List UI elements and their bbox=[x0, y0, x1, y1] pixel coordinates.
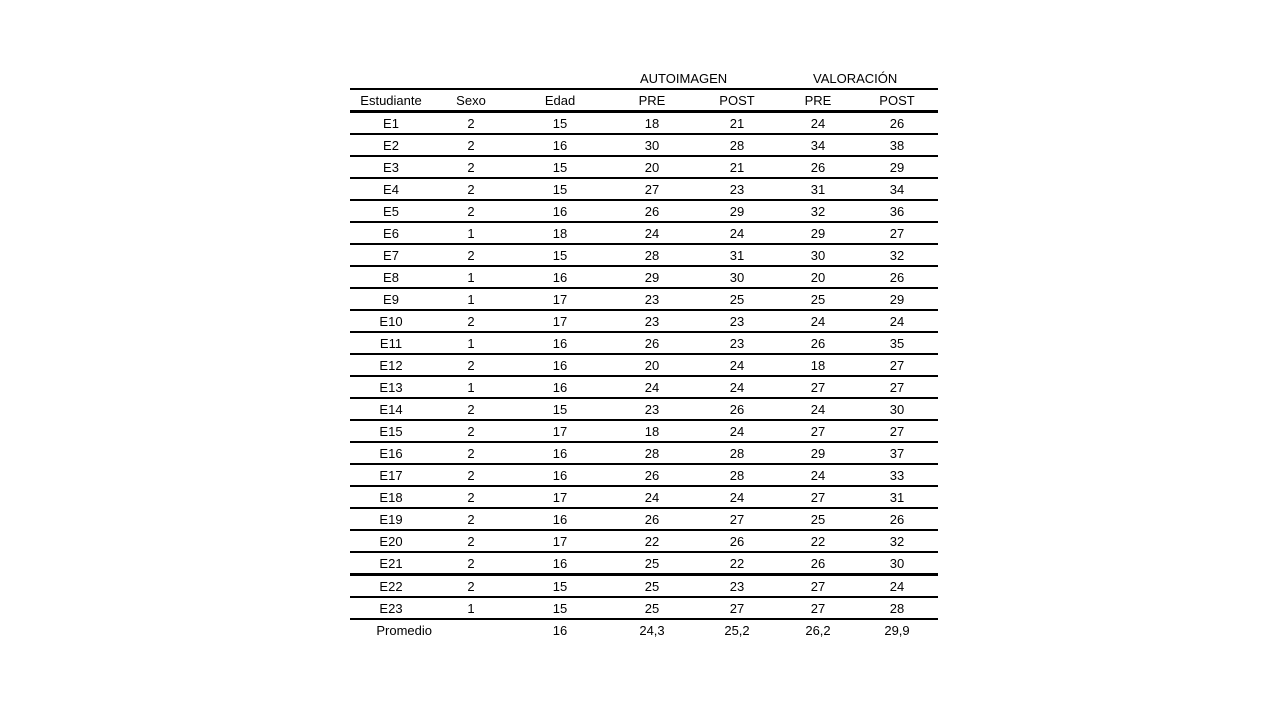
cell-valoracion-pre: 27 bbox=[810, 424, 826, 439]
cell-edad: 17 bbox=[552, 314, 568, 329]
cell-sexo: 1 bbox=[467, 380, 475, 395]
cell-autoimagen-pre: 23 bbox=[644, 402, 660, 417]
cell-edad: 15 bbox=[552, 579, 568, 594]
cell-estudiante: E14 bbox=[379, 402, 403, 417]
table-row bbox=[350, 443, 938, 465]
table-row bbox=[350, 245, 938, 267]
cell-valoracion-pre: 29 bbox=[810, 226, 826, 241]
cell-valoracion-post: 26 bbox=[889, 512, 905, 527]
cell-edad: 15 bbox=[552, 160, 568, 175]
cell-valoracion-pre: 26 bbox=[810, 336, 826, 351]
cell-sexo: 2 bbox=[467, 116, 475, 131]
cell-valoracion-post: 29 bbox=[889, 292, 905, 307]
cell-valoracion-pre: 27 bbox=[810, 380, 826, 395]
header-autoimagen-pre: PRE bbox=[638, 93, 666, 108]
cell-sexo: 2 bbox=[467, 358, 475, 373]
cell-valoracion-pre: 27 bbox=[810, 579, 826, 594]
cell-edad: 16 bbox=[552, 512, 568, 527]
cell-autoimagen-pre: 26 bbox=[644, 512, 660, 527]
cell-valoracion-pre: 34 bbox=[810, 138, 826, 153]
cell-estudiante: E8 bbox=[383, 270, 399, 285]
cell-autoimagen-pre: 23 bbox=[644, 314, 660, 329]
cell-sexo: 2 bbox=[467, 160, 475, 175]
cell-valoracion-post: 26 bbox=[889, 270, 905, 285]
table-row bbox=[350, 157, 938, 179]
cell-valoracion-post: 24 bbox=[889, 579, 905, 594]
cell-sexo: 2 bbox=[467, 138, 475, 153]
cell-autoimagen-pre: 29 bbox=[644, 270, 660, 285]
cell-autoimagen-post: 31 bbox=[729, 248, 745, 263]
table-row bbox=[350, 289, 938, 311]
cell-sexo: 2 bbox=[467, 556, 475, 571]
cell-edad: 17 bbox=[552, 292, 568, 307]
cell-sexo: 2 bbox=[467, 446, 475, 461]
cell-autoimagen-post: 24 bbox=[729, 380, 745, 395]
cell-sexo: 1 bbox=[467, 226, 475, 241]
header-estudiante: Estudiante bbox=[360, 93, 422, 108]
cell-estudiante: E15 bbox=[379, 424, 403, 439]
cell-sexo: 1 bbox=[467, 270, 475, 285]
table-row bbox=[350, 223, 938, 245]
cell-edad: 16 bbox=[552, 380, 568, 395]
cell-estudiante: E6 bbox=[383, 226, 399, 241]
header-valoracion-pre: PRE bbox=[804, 93, 832, 108]
cell-edad: 15 bbox=[552, 601, 568, 616]
cell-valoracion-post: 32 bbox=[889, 534, 905, 549]
cell-estudiante: E2 bbox=[383, 138, 399, 153]
cell-valoracion-post: 29 bbox=[889, 160, 905, 175]
cell-estudiante: E18 bbox=[379, 490, 403, 505]
cell-autoimagen-pre: 23 bbox=[644, 292, 660, 307]
cell-edad: 18 bbox=[552, 226, 568, 241]
footer-edad: 16 bbox=[552, 623, 568, 638]
cell-autoimagen-pre: 20 bbox=[644, 160, 660, 175]
cell-autoimagen-post: 24 bbox=[729, 358, 745, 373]
cell-autoimagen-post: 24 bbox=[729, 490, 745, 505]
cell-valoracion-pre: 24 bbox=[810, 402, 826, 417]
cell-autoimagen-post: 28 bbox=[729, 446, 745, 461]
footer-row bbox=[350, 620, 938, 640]
cell-valoracion-post: 27 bbox=[889, 226, 905, 241]
cell-sexo: 2 bbox=[467, 402, 475, 417]
header-valoracion-post: POST bbox=[879, 93, 915, 108]
cell-autoimagen-pre: 30 bbox=[644, 138, 660, 153]
cell-estudiante: E5 bbox=[383, 204, 399, 219]
cell-autoimagen-post: 21 bbox=[729, 116, 745, 131]
cell-sexo: 2 bbox=[467, 204, 475, 219]
cell-autoimagen-post: 28 bbox=[729, 468, 745, 483]
cell-autoimagen-pre: 25 bbox=[644, 556, 660, 571]
header-autoimagen-post: POST bbox=[719, 93, 755, 108]
cell-autoimagen-post: 21 bbox=[729, 160, 745, 175]
cell-estudiante: E12 bbox=[379, 358, 403, 373]
cell-valoracion-post: 37 bbox=[889, 446, 905, 461]
cell-edad: 16 bbox=[552, 336, 568, 351]
cell-valoracion-pre: 27 bbox=[810, 601, 826, 616]
cell-valoracion-post: 24 bbox=[889, 314, 905, 329]
cell-autoimagen-pre: 26 bbox=[644, 336, 660, 351]
cell-estudiante: E21 bbox=[379, 556, 403, 571]
cell-valoracion-pre: 18 bbox=[810, 358, 826, 373]
cell-valoracion-post: 27 bbox=[889, 424, 905, 439]
table-row bbox=[350, 179, 938, 201]
cell-valoracion-post: 28 bbox=[889, 601, 905, 616]
cell-autoimagen-pre: 24 bbox=[644, 490, 660, 505]
table-row bbox=[350, 421, 938, 443]
cell-autoimagen-post: 28 bbox=[729, 138, 745, 153]
results-table bbox=[350, 68, 938, 640]
cell-autoimagen-pre: 20 bbox=[644, 358, 660, 373]
group-valoracion: VALORACIÓN bbox=[813, 71, 898, 86]
cell-autoimagen-post: 30 bbox=[729, 270, 745, 285]
cell-autoimagen-pre: 26 bbox=[644, 468, 660, 483]
cell-estudiante: E9 bbox=[383, 292, 399, 307]
footer-valoracion-post: 29,9 bbox=[884, 623, 910, 638]
cell-edad: 17 bbox=[552, 490, 568, 505]
table-row bbox=[350, 267, 938, 289]
cell-sexo: 2 bbox=[467, 490, 475, 505]
cell-estudiante: E17 bbox=[379, 468, 403, 483]
cell-valoracion-post: 38 bbox=[889, 138, 905, 153]
cell-autoimagen-pre: 25 bbox=[644, 579, 660, 594]
cell-autoimagen-post: 24 bbox=[729, 424, 745, 439]
cell-sexo: 2 bbox=[467, 424, 475, 439]
table-row bbox=[350, 333, 938, 355]
cell-autoimagen-post: 26 bbox=[729, 402, 745, 417]
cell-autoimagen-post: 29 bbox=[729, 204, 745, 219]
cell-valoracion-post: 27 bbox=[889, 380, 905, 395]
cell-valoracion-pre: 26 bbox=[810, 160, 826, 175]
cell-valoracion-pre: 30 bbox=[810, 248, 826, 263]
cell-autoimagen-pre: 25 bbox=[644, 601, 660, 616]
cell-edad: 15 bbox=[552, 182, 568, 197]
cell-autoimagen-pre: 24 bbox=[644, 226, 660, 241]
cell-sexo: 2 bbox=[467, 248, 475, 263]
cell-sexo: 2 bbox=[467, 314, 475, 329]
cell-autoimagen-pre: 22 bbox=[644, 534, 660, 549]
table-row bbox=[350, 135, 938, 157]
cell-estudiante: E22 bbox=[379, 579, 403, 594]
cell-edad: 16 bbox=[552, 138, 568, 153]
cell-valoracion-pre: 32 bbox=[810, 204, 826, 219]
cell-edad: 15 bbox=[552, 402, 568, 417]
cell-estudiante: E3 bbox=[383, 160, 399, 175]
cell-valoracion-pre: 25 bbox=[810, 292, 826, 307]
cell-edad: 17 bbox=[552, 424, 568, 439]
cell-sexo: 1 bbox=[467, 601, 475, 616]
cell-sexo: 1 bbox=[467, 292, 475, 307]
cell-autoimagen-post: 27 bbox=[729, 601, 745, 616]
cell-valoracion-post: 31 bbox=[889, 490, 905, 505]
cell-autoimagen-post: 23 bbox=[729, 579, 745, 594]
table-row bbox=[350, 201, 938, 223]
cell-valoracion-pre: 25 bbox=[810, 512, 826, 527]
cell-valoracion-pre: 22 bbox=[810, 534, 826, 549]
cell-valoracion-post: 27 bbox=[889, 358, 905, 373]
cell-valoracion-post: 34 bbox=[889, 182, 905, 197]
cell-sexo: 1 bbox=[467, 336, 475, 351]
table-row bbox=[350, 487, 938, 509]
table-row bbox=[350, 553, 938, 576]
cell-valoracion-pre: 24 bbox=[810, 314, 826, 329]
cell-edad: 15 bbox=[552, 248, 568, 263]
table-row bbox=[350, 598, 938, 620]
table-row bbox=[350, 311, 938, 333]
table-row bbox=[350, 531, 938, 553]
group-autoimagen: AUTOIMAGEN bbox=[640, 71, 728, 86]
cell-valoracion-post: 30 bbox=[889, 402, 905, 417]
cell-autoimagen-post: 24 bbox=[729, 226, 745, 241]
cell-edad: 16 bbox=[552, 468, 568, 483]
table-body bbox=[350, 113, 938, 620]
cell-valoracion-pre: 24 bbox=[810, 468, 826, 483]
cell-autoimagen-pre: 18 bbox=[644, 116, 660, 131]
cell-autoimagen-pre: 28 bbox=[644, 446, 660, 461]
table-row bbox=[350, 377, 938, 399]
header-sexo: Sexo bbox=[456, 93, 486, 108]
cell-estudiante: E16 bbox=[379, 446, 403, 461]
cell-autoimagen-post: 22 bbox=[729, 556, 745, 571]
cell-sexo: 2 bbox=[467, 468, 475, 483]
cell-valoracion-pre: 27 bbox=[810, 490, 826, 505]
cell-sexo: 2 bbox=[467, 534, 475, 549]
cell-autoimagen-post: 25 bbox=[729, 292, 745, 307]
cell-estudiante: E1 bbox=[383, 116, 399, 131]
cell-valoracion-pre: 31 bbox=[810, 182, 826, 197]
column-header-row bbox=[350, 90, 938, 113]
cell-valoracion-post: 35 bbox=[889, 336, 905, 351]
cell-valoracion-post: 30 bbox=[889, 556, 905, 571]
cell-autoimagen-pre: 24 bbox=[644, 380, 660, 395]
cell-valoracion-pre: 26 bbox=[810, 556, 826, 571]
cell-estudiante: E23 bbox=[379, 601, 403, 616]
group-header-row bbox=[350, 68, 938, 90]
table-row bbox=[350, 113, 938, 135]
cell-valoracion-post: 26 bbox=[889, 116, 905, 131]
table-row bbox=[350, 576, 938, 598]
cell-valoracion-post: 36 bbox=[889, 204, 905, 219]
footer-label: Promedio bbox=[376, 623, 432, 638]
cell-valoracion-post: 32 bbox=[889, 248, 905, 263]
cell-valoracion-pre: 24 bbox=[810, 116, 826, 131]
cell-autoimagen-post: 26 bbox=[729, 534, 745, 549]
cell-valoracion-pre: 20 bbox=[810, 270, 826, 285]
cell-autoimagen-pre: 27 bbox=[644, 182, 660, 197]
cell-autoimagen-post: 23 bbox=[729, 182, 745, 197]
cell-estudiante: E19 bbox=[379, 512, 403, 527]
cell-edad: 16 bbox=[552, 358, 568, 373]
cell-valoracion-post: 33 bbox=[889, 468, 905, 483]
footer-autoimagen-post: 25,2 bbox=[724, 623, 750, 638]
header-edad: Edad bbox=[544, 93, 576, 108]
cell-edad: 16 bbox=[552, 270, 568, 285]
cell-edad: 16 bbox=[552, 204, 568, 219]
cell-edad: 17 bbox=[552, 534, 568, 549]
cell-sexo: 2 bbox=[467, 512, 475, 527]
footer-sexo bbox=[432, 620, 510, 640]
table-row bbox=[350, 509, 938, 531]
cell-edad: 16 bbox=[552, 446, 568, 461]
cell-sexo: 2 bbox=[467, 182, 475, 197]
cell-autoimagen-pre: 18 bbox=[644, 424, 660, 439]
cell-autoimagen-pre: 28 bbox=[644, 248, 660, 263]
cell-estudiante: E7 bbox=[383, 248, 399, 263]
cell-valoracion-pre: 29 bbox=[810, 446, 826, 461]
cell-autoimagen-post: 23 bbox=[729, 314, 745, 329]
table-row bbox=[350, 399, 938, 421]
cell-estudiante: E4 bbox=[383, 182, 399, 197]
cell-autoimagen-post: 27 bbox=[729, 512, 745, 527]
cell-sexo: 2 bbox=[467, 579, 475, 594]
cell-estudiante: E20 bbox=[379, 534, 403, 549]
cell-estudiante: E10 bbox=[379, 314, 403, 329]
cell-edad: 15 bbox=[552, 116, 568, 131]
cell-autoimagen-pre: 26 bbox=[644, 204, 660, 219]
table-row bbox=[350, 355, 938, 377]
footer-autoimagen-pre: 24,3 bbox=[639, 623, 665, 638]
cell-estudiante: E13 bbox=[379, 380, 403, 395]
cell-edad: 16 bbox=[552, 556, 568, 571]
footer-valoracion-pre: 26,2 bbox=[805, 623, 831, 638]
cell-autoimagen-post: 23 bbox=[729, 336, 745, 351]
table-row bbox=[350, 465, 938, 487]
cell-estudiante: E11 bbox=[379, 336, 403, 351]
